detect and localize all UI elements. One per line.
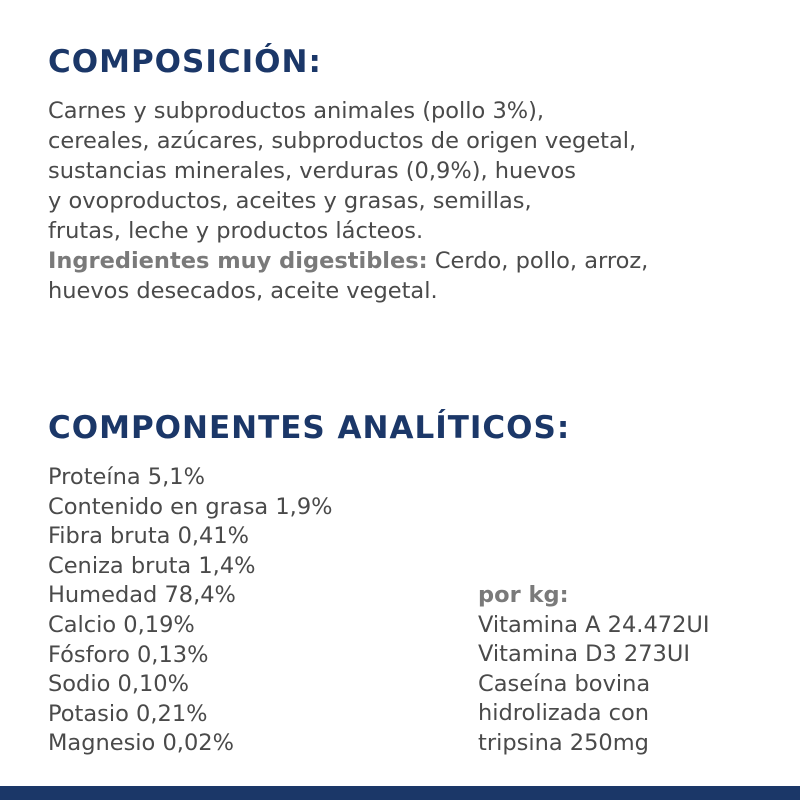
per-kg-item: tripsina 250mg	[478, 729, 649, 756]
digestible-text: Cerdo, pollo, arroz,	[427, 248, 649, 274]
footer-bar	[0, 786, 800, 800]
composition-line: cereales, azúcares, subproductos de origen vegetal,	[48, 128, 637, 154]
analytic-item: Calcio 0,19%	[48, 611, 195, 638]
per-kg-item: Vitamina A 24.472UI	[478, 611, 710, 638]
per-kg-item: Vitamina D3 273UI	[478, 641, 690, 668]
composition-line: y ovoproductos, aceites y grasas, semillas,	[48, 188, 532, 214]
analytics-list	[48, 463, 333, 759]
composition-line: Carnes y subproductos animales (pollo 3%),	[48, 98, 545, 124]
digestible-line-2: huevos desecados, aceite vegetal.	[48, 278, 438, 304]
composition-line: sustancias minerales, verduras (0,9%), huevos	[48, 158, 576, 184]
composition-title: COMPOSICIÓN:	[48, 44, 322, 80]
analytic-item: Proteína 5,1%	[48, 464, 205, 490]
digestible-line	[48, 246, 788, 276]
per-kg-item: hidrolizada con	[478, 700, 650, 727]
analytic-item: Fibra bruta 0,41%	[48, 523, 250, 550]
analytic-item: Ceniza bruta 1,4%	[48, 552, 256, 579]
analytic-item: Potasio 0,21%	[48, 700, 208, 727]
analytic-item: Fósforo 0,13%	[48, 641, 209, 668]
analytics-title: COMPONENTES ANALÍTICOS:	[48, 410, 571, 446]
analytic-item: Contenido en grasa 1,9%	[48, 493, 333, 520]
per-kg-item: Caseína bovina	[478, 670, 651, 697]
per-kg-list	[478, 581, 710, 759]
composition-text	[48, 96, 788, 306]
digestible-label: Ingredientes muy digestibles:	[48, 248, 428, 274]
composition-line: frutas, leche y productos lácteos.	[48, 218, 424, 244]
analytic-item: Magnesio 0,02%	[48, 730, 234, 757]
analytic-item: Humedad 78,4%	[48, 582, 236, 609]
per-kg-label: por kg:	[478, 582, 569, 608]
analytic-item: Sodio 0,10%	[48, 671, 189, 698]
